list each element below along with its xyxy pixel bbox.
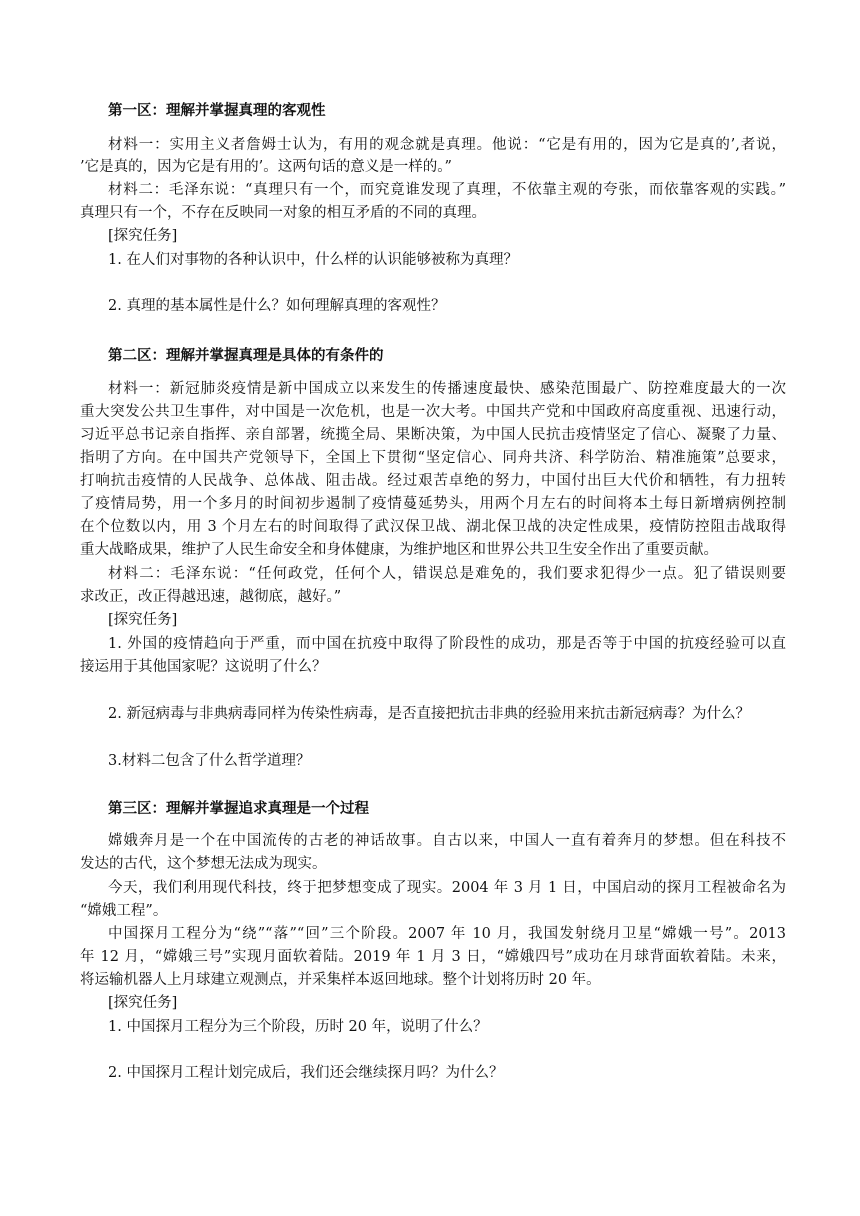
- section-2-heading: 第二区：理解并掌握真理是具体的有条件的: [108, 348, 384, 364]
- section-3-paragraph-1-line-1: 嫦娥奔月是一个在中国流传的古老的神话故事。自古以来，中国人一直有着奔月的梦想。但在科技不: [108, 833, 786, 849]
- section-3-paragraph-3-line-3: 将运输机器人上月球建立观测点，并采集样本返回地球。整个计划将历时 20 年。: [80, 972, 601, 988]
- section-1-heading: 第一区：理解并掌握真理的客观性: [108, 103, 326, 119]
- section-2-material-1-line-7: 在个位数以内，用 3 个月左右的时间取得了武汉保卫战、湖北保卫战的决定性成果，疫情防控阻击战取得: [80, 519, 786, 535]
- section-2-material-1-line-4: 指明了方向。在中国共产党领导下，全国上下贯彻“坚定信心、同舟共济、科学防治、精准施策”总要求，: [80, 450, 786, 466]
- section-2-material-1-line-3: 习近平总书记亲自指挥、亲自部署，统揽全局、果断决策，为中国人民抗击疫情坚定了信心、凝聚了力量、: [80, 427, 786, 443]
- section-3-paragraph-1-line-2: 发达的古代，这个梦想无法成为现实。: [80, 856, 327, 872]
- section-1-material-1-line-2: ’它是真的，因为它是有用的’。这两句话的意义是一样的。”: [80, 159, 452, 175]
- section-1-question-1: 1. 在人们对事物的各种认识中，什么样的认识能够被称为真理？: [108, 252, 518, 268]
- section-2-material-1-line-5: 打响抗击疫情的人民战争、总体战、阻击战。经过艰苦卓绝的努力，中国付出巨大代价和牺牲，有力扭转: [80, 473, 786, 489]
- section-2-question-3: 3.材料二包含了什么哲学道理？: [108, 753, 311, 769]
- section-1-material-2-line-2: 真理只有一个，不存在反映同一对象的相互矛盾的不同的真理。: [80, 205, 486, 221]
- section-2-question-1-line-2: 接运用于其他国家呢？这说明了什么？: [80, 659, 327, 675]
- section-2-question-2: 2. 新冠病毒与非典病毒同样为传染性病毒，是否直接把抗击非典的经验用来抗击新冠病毒？为什么？: [108, 706, 750, 722]
- section-2-material-1-line-1: 材料一：新冠肺炎疫情是新中国成立以来发生的传播速度最快、感染范围最广、防控难度最大的一次: [108, 381, 786, 397]
- section-1-question-2: 2. 真理的基本属性是什么？如何理解真理的客观性？: [108, 298, 446, 314]
- section-2-material-2-line-2: 求改正，改正得越迅速，越彻底，越好。”: [80, 589, 342, 605]
- section-2-task-label: [探究任务]: [108, 612, 178, 628]
- section-1-material-1-line-1: 材料一：实用主义者詹姆士认为，有用的观念就是真理。他说：“它是有用的，因为它是真的’,者说，: [108, 137, 786, 153]
- section-3-paragraph-3-line-1: 中国探月工程分为“绕”“落”“回”三个阶段。2007 年 10 月，我国发射绕月卫星“嫦娥一号”。2013: [108, 926, 786, 942]
- section-3-question-1: 1. 中国探月工程分为三个阶段，历时 20 年，说明了什么？: [108, 1019, 488, 1035]
- section-3-paragraph-3-line-2: 年 12 月，“嫦娥三号”实现月面软着陆。2019 年 1 月 3 日，“嫦娥四号”成功在月球背面软着陆。未来，: [80, 949, 786, 965]
- section-3-heading: 第三区：理解并掌握追求真理是一个过程: [108, 801, 369, 817]
- section-2-material-1-line-6: 了疫情局势，用一个多月的时间初步遏制了疫情蔓延势头，用两个月左右的时间将本土每日新增病例控制: [80, 496, 786, 512]
- section-2-material-1-line-8: 重大战略成果，维护了人民生命安全和身体健康，为维护地区和世界公共卫生安全作出了重要贡献。: [80, 542, 718, 558]
- section-2-material-1-line-2: 重大突发公共卫生事件，对中国是一次危机，也是一次大考。中国共产党和中国政府高度重视、迅速行动，: [80, 404, 786, 420]
- section-3-paragraph-2-line-2: “嫦娥工程”。: [80, 903, 168, 919]
- section-1-material-2-line-1: 材料二：毛泽东说：“真理只有一个，而究竟谁发现了真理，不依靠主观的夸张，而依靠客观的实践。”: [108, 182, 786, 198]
- section-3-paragraph-2-line-1: 今天，我们利用现代科技，终于把梦想变成了现实。2004 年 3 月 1 日，中国启动的探月工程被命名为: [108, 880, 786, 896]
- section-1-task-label: [探究任务]: [108, 228, 178, 244]
- section-2-material-2-line-1: 材料二：毛泽东说：“任何政党，任何个人，错误总是难免的，我们要求犯得少一点。犯了错误则要: [108, 566, 786, 582]
- section-3-task-label: [探究任务]: [108, 995, 178, 1011]
- section-3-question-2: 2. 中国探月工程计划完成后，我们还会继续探月吗？为什么？: [108, 1065, 504, 1081]
- section-2-question-1-line-1: 1. 外国的疫情趋向于严重，而中国在抗疫中取得了阶段性的成功，那是否等于中国的抗疫经验可以直: [108, 636, 786, 652]
